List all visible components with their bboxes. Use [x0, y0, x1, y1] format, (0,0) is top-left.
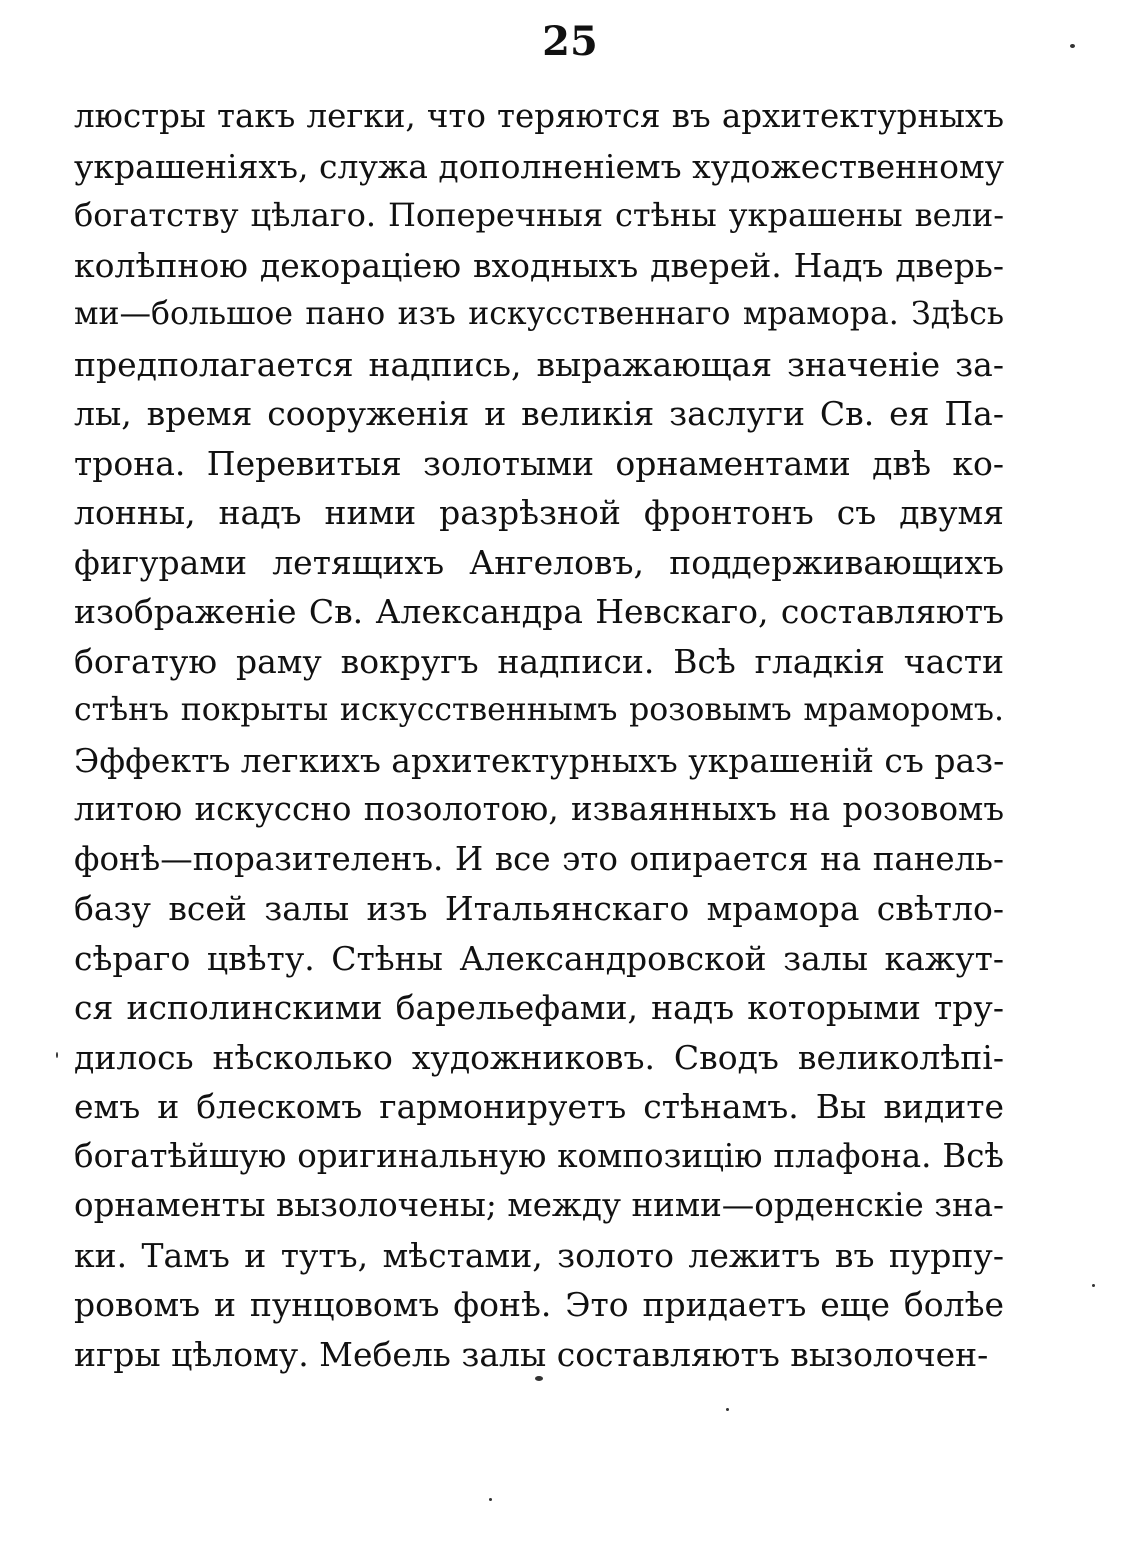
text-line: ки. Тамъ и тутъ, мѣстами, золото лежитъ въ пурпу- [74, 1235, 1004, 1275]
scan-speck [56, 1052, 58, 1058]
text-line: ровомъ и пунцовомъ фонѣ. Это придаетъ еще болѣе [74, 1285, 1004, 1324]
text-line: сѣраго цвѣту. Стѣны Александровской залы кажут- [74, 938, 1004, 978]
text-line: трона. Перевитыя золотыми орнаментами двѣ ко- [74, 443, 1004, 483]
text-line: ми—большое пано изъ искусственнаго мрамора. Здѣсь [74, 296, 1004, 332]
page-number: 25 [542, 18, 598, 65]
text-line: ся исполинскими барельефами, надъ которыми тру- [74, 988, 1004, 1027]
text-line: люстры такъ легки, что теряются въ архитектурныхъ [74, 97, 1004, 135]
text-line: литою искуссно позолотою, изваянныхъ на розовомъ [74, 790, 1004, 828]
text-line: дилось нѣсколько художниковъ. Сводъ великолѣпі- [74, 1037, 1004, 1077]
text-line: фонѣ—поразителенъ. И все это опирается на панель- [74, 839, 1004, 878]
text-line: игры цѣлому. Мебель залы составляютъ вызолочен- [74, 1334, 989, 1374]
scan-speck [726, 1408, 729, 1411]
text-line: лонны, надъ ними разрѣзной фронтонъ съ двумя [74, 493, 1004, 532]
scan-speck [489, 1498, 492, 1501]
text-line: колѣпною декораціею входныхъ дверей. Надъ дверь- [74, 245, 1004, 285]
text-line: базу всей залы изъ Итальянскаго мрамора свѣтло- [74, 889, 1004, 928]
text-line: богатѣйшую оригинальную композицію плафона. Всѣ [74, 1136, 1004, 1175]
text-line: фигурами летящихъ Ангеловъ, поддерживающихъ [74, 542, 1004, 582]
text-line: емъ и блескомъ гармонируетъ стѣнамъ. Вы видите [74, 1087, 1004, 1126]
scan-speck [1092, 1284, 1095, 1287]
body-text [74, 92, 1004, 1379]
text-line: богатству цѣлаго. Поперечныя стѣны украшены вели- [74, 196, 1004, 234]
scan-speck [535, 1376, 543, 1381]
text-line: Эффектъ легкихъ архитектурныхъ украшеній съ раз- [74, 740, 1005, 780]
text-line: предполагается надпись, выражающая значеніе за- [74, 344, 1004, 384]
text-line: стѣнъ покрыты искусственнымъ розовымъ мраморомъ. [74, 692, 1004, 728]
text-line: изображеніе Св. Александра Невскаго, составляютъ [74, 592, 1004, 631]
text-line: орнаменты вызолочены; между ними—орденскіе зна- [74, 1186, 1004, 1224]
scan-speck [1070, 44, 1075, 48]
text-line: богатую раму вокругъ надписи. Всѣ гладкія части [74, 641, 1004, 681]
text-line: лы, время сооруженія и великія заслуги Св. ея Па- [74, 394, 1004, 433]
text-line: украшеніяхъ, служа дополненіемъ художественному [74, 146, 1005, 186]
